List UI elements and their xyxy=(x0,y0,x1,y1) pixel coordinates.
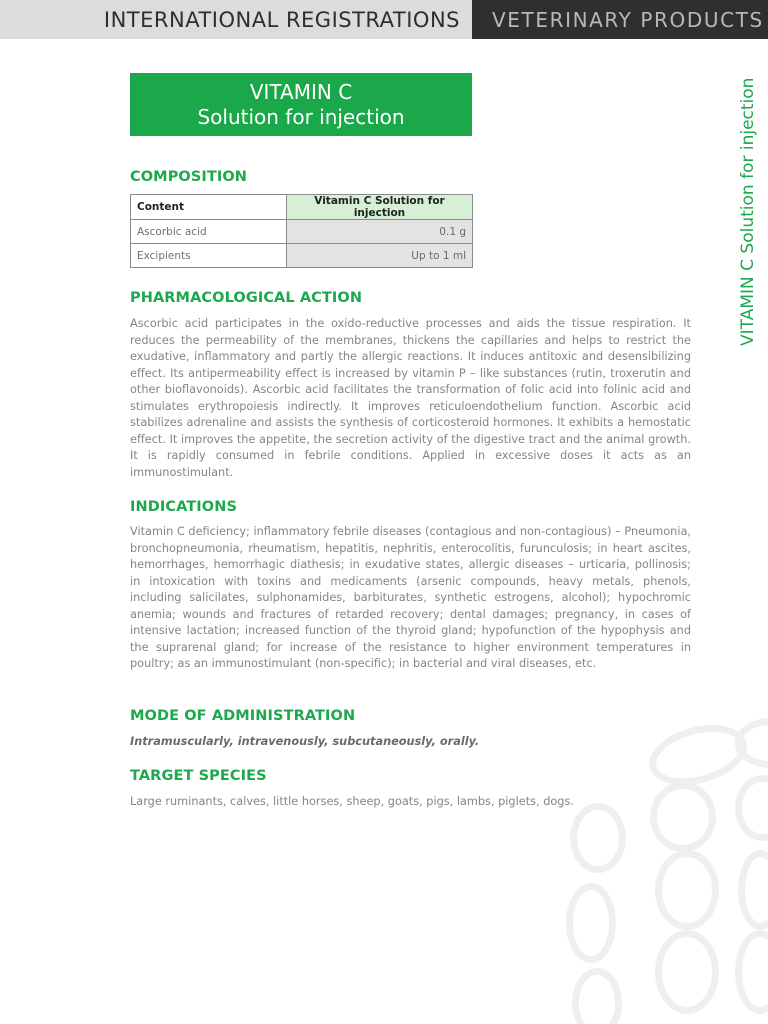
table-cell-ingredient: Ascorbic acid xyxy=(131,220,287,244)
composition-heading: COMPOSITION xyxy=(130,169,248,185)
product-title-box xyxy=(130,73,472,136)
table-cell-ingredient: Excipients xyxy=(131,244,287,268)
target-species-heading: TARGET SPECIES xyxy=(130,768,267,784)
pharmacological-action-heading: PHARMACOLOGICAL ACTION xyxy=(130,290,363,306)
decorative-ring xyxy=(650,782,716,852)
decorative-ring xyxy=(735,775,768,841)
table-header-cell: Content xyxy=(131,195,287,220)
product-name: VITAMIN C xyxy=(249,80,353,104)
table-row xyxy=(131,220,473,244)
decorative-ring xyxy=(570,803,626,873)
indications-heading: INDICATIONS xyxy=(130,499,237,515)
decorative-ring xyxy=(738,850,768,930)
decorative-ring xyxy=(655,930,719,1014)
indications-text: Vitamin C deficiency; inflammatory febrile diseases (contagious and non-contagious) – Pneumonia, bronchopneumonia, rheumatism, hepatitis, nephritis, enterocolitis, furunculosis; in heart ascites, hemorrhages, hemorrhagic diathesis; in exudative states, allergic diseases – urticaria, pollinosis; in intoxication with toxins and medicaments (arsenic compounds, heavy metals, phenols, including salicilates, sulphonamides, barbiturates, synthetic estrogens, alcohol); hypochromic anemia; wounds and fractures of retarded recovery; dental damages; pregnancy, in cases of intensive lactation; increased function of the thyroid gland; hypofunction of the hypophysis and the suprarenal gland; for increase of the resistance to higher environment temperatures in poultry; as an immunostimulant (non-specific); in bacterial and viral diseases, etc. xyxy=(130,525,691,670)
table-row xyxy=(131,244,473,268)
header-right-title: VETERINARY PRODUCTS xyxy=(492,7,764,32)
table-header-row xyxy=(131,195,473,220)
product-form: Solution for injection xyxy=(197,105,405,129)
side-vertical-title: VITAMIN C Solution for injection xyxy=(738,77,758,346)
pharmacological-action-text: Ascorbic acid participates in the oxido-reductive processes and aids the tissue respiration. It reduces the permeability of the membranes, thickens the capillaries and helps to restrict the exudative, inflammatory and partly the allergic reactions. It induces antitoxic and desensibilizing effect. Its antipermeability effect is increased by vitamin P – like substances (rutin, troxerutin and other bioflavonoids). Ascorbic acid facilitates the transformation of folic acid into folinic acid and stimulates erythropoiesis indirectly. It improves reticuloendothelium function. Ascorbic acid stabilizes adrenaline and assists the synthesis of corticosteroid hormones. It exhibits a hemostatic effect. It improves the appetite, the secretion activity of the digestive tract and the animal growth. It is rapidly consumed in febrile conditions. Applied in excessive doses it acts as an immunostimulant. xyxy=(130,317,691,479)
decorative-ring xyxy=(642,715,753,795)
decorative-ring xyxy=(566,883,616,963)
decorative-ring xyxy=(655,850,719,930)
table-header-cell: Vitamin C Solution for injection xyxy=(287,195,473,220)
table-cell-amount: Up to 1 ml xyxy=(287,244,473,268)
decorative-ring xyxy=(735,930,768,1014)
page-header xyxy=(0,0,768,39)
composition-table xyxy=(130,194,473,268)
header-left-title: INTERNATIONAL REGISTRATIONS xyxy=(103,7,460,32)
header-left-band xyxy=(0,0,472,39)
target-species-text: Large ruminants, calves, little horses, sheep, goats, pigs, lambs, piglets, dogs. xyxy=(130,795,574,808)
table-cell-amount: 0.1 g xyxy=(287,220,473,244)
mode-of-administration-text: Intramuscularly, intravenously, subcutaneously, orally. xyxy=(130,735,480,748)
header-right-band xyxy=(472,0,768,39)
mode-of-administration-heading: MODE OF ADMINISTRATION xyxy=(130,708,356,724)
decorative-ring xyxy=(572,968,622,1024)
